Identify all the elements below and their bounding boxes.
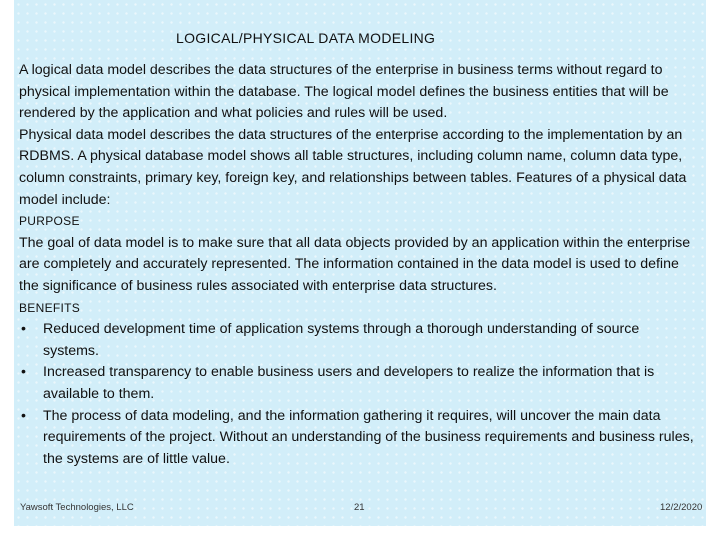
footer-date: 12/2/2020 [660, 502, 703, 513]
benefit-item: • Reduced development time of application systems through a thorough understanding of source systems. [19, 319, 699, 362]
benefit-item: • The process of data modeling, and the information gathering it requires, will uncover the main data requirements of the project. Without an understanding of the business requirements and business rules, the systems are of little value. [19, 406, 699, 471]
purpose-paragraph: The goal of data model is to make sure that all data objects provided by an application within the enterprise are completely and accurately represented. The information contained in the data model is used to define the significance of business rules associated with enterprise data structures. [19, 234, 691, 294]
slide-title: LOGICAL/PHYSICAL DATA MODELING [176, 30, 436, 46]
benefits-list [19, 319, 699, 470]
purpose-heading: PURPOSE [19, 214, 80, 229]
footer-page-number: 21 [354, 502, 365, 513]
logical-model-paragraph: A logical data model describes the data structures of the enterprise in business terms without regard to physical implementation within the database. The logical model defines the business entities that will be rendered by the application and what policies and rules will be used. [19, 62, 669, 122]
slide-body [19, 60, 699, 470]
footer-company: Yawsoft Technologies, LLC [20, 502, 134, 513]
benefits-heading: BENEFITS [19, 300, 81, 315]
benefit-item: • Increased transparency to enable business users and developers to realize the information that is available to them. [19, 362, 699, 405]
physical-model-paragraph: Physical data model describes the data structures of the enterprise according to the implementation by an RDBMS. A physical database model shows all table structures, including column name, column data type, column constraints, primary key, foreign key, and relationships between tables. Features of a physical data model include: [19, 126, 687, 208]
